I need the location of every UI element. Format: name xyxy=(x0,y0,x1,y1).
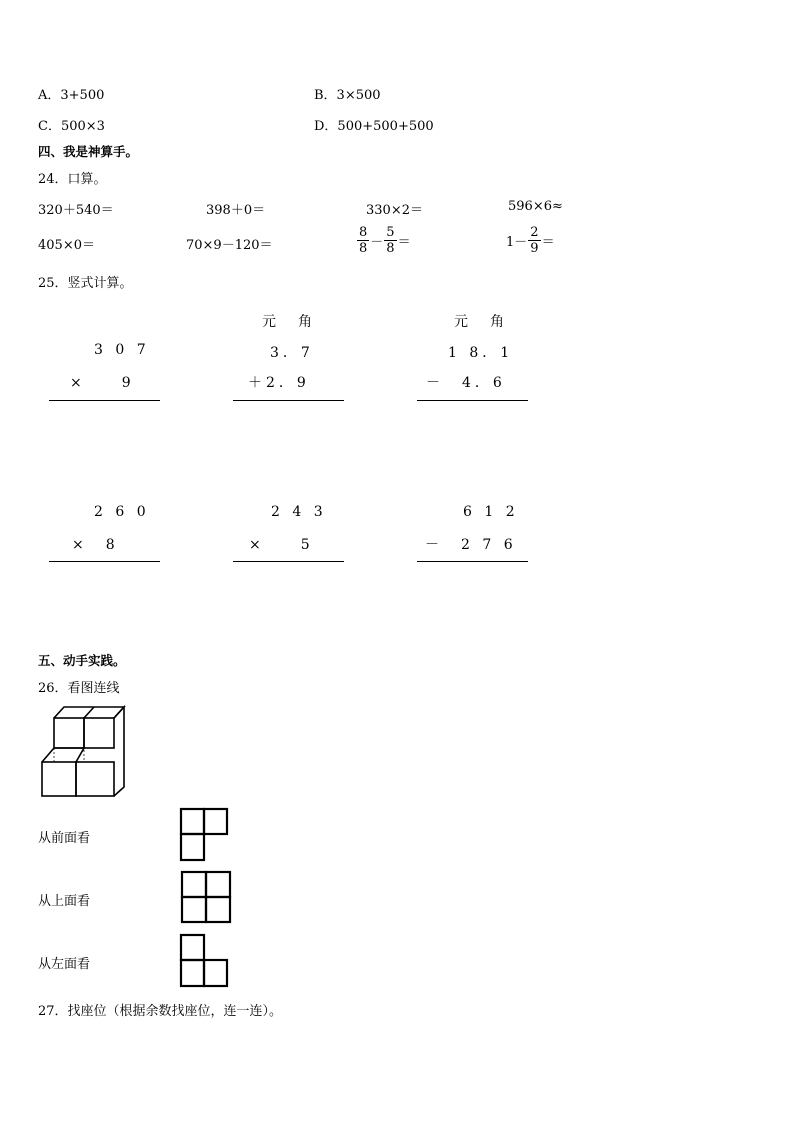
view-label-left: 从左面看 xyxy=(38,957,91,972)
oral-calc-item: 398＋0＝ xyxy=(206,203,266,218)
vertical-calc-top: 2 6 0 xyxy=(94,504,150,520)
answer-line xyxy=(233,561,344,562)
vertical-calc-bottom: － 2 7 6 xyxy=(425,537,517,553)
vertical-calc-bottom: － 4．6 xyxy=(426,375,506,391)
answer-line xyxy=(417,400,528,401)
vertical-calc-bottom: × 5 xyxy=(249,537,314,553)
vertical-calc-top: 3．7 xyxy=(270,345,314,361)
answer-line xyxy=(49,400,160,401)
fraction-expression: $\frac{8}{8}$ － $\frac{5}{8}$ ＝ xyxy=(359,225,411,256)
section5-heading: 五、动手实践。 xyxy=(38,653,126,668)
vertical-calc-top: 1 8．1 xyxy=(448,345,514,361)
q26-label: 26．看图连线 xyxy=(38,681,120,696)
option-c: C．500×3 xyxy=(38,119,105,134)
vertical-calc-bottom: ＋2．9 xyxy=(248,375,310,391)
oral-calc-item: 320＋540＝ xyxy=(38,203,114,218)
answer-line xyxy=(417,561,528,562)
answer-line xyxy=(233,400,344,401)
view-grid-2 xyxy=(179,870,233,926)
view-label-front: 从前面看 xyxy=(38,831,91,846)
option-a: A．3+500 xyxy=(38,88,105,103)
section4-heading: 四、我是神算手。 xyxy=(38,144,139,159)
vertical-calc-top: 6 1 2 xyxy=(463,504,519,520)
oral-calc-item: 70×9－120＝ xyxy=(186,238,273,253)
view-label-top: 从上面看 xyxy=(38,894,91,909)
oral-calc-item: 405×0＝ xyxy=(38,238,95,253)
fraction-expression: 1－ $\frac{2}{9}$ ＝ xyxy=(506,225,555,256)
unit-label: 元 角 xyxy=(454,314,508,330)
oral-calc-item: 330×2＝ xyxy=(366,203,423,218)
option-b: B．3×500 xyxy=(314,88,381,103)
cube-figure xyxy=(38,704,130,800)
vertical-calc-top: 3 0 7 xyxy=(94,342,150,358)
unit-label: 元 角 xyxy=(262,314,316,330)
vertical-calc-bottom: × 8 xyxy=(72,537,119,553)
q24-label: 24．口算。 xyxy=(38,172,107,187)
view-grid-3 xyxy=(179,933,231,989)
vertical-calc-top: 2 4 3 xyxy=(271,504,327,520)
answer-line xyxy=(49,561,160,562)
q27-label: 27．找座位（根据余数找座位，连一连）。 xyxy=(38,1004,283,1019)
q25-label: 25．竖式计算。 xyxy=(38,276,133,291)
option-d: D．500+500+500 xyxy=(314,119,434,134)
vertical-calc-bottom: × 9 xyxy=(70,375,135,391)
view-grid-1 xyxy=(179,807,231,863)
oral-calc-item: 596×6≈ xyxy=(508,199,563,214)
